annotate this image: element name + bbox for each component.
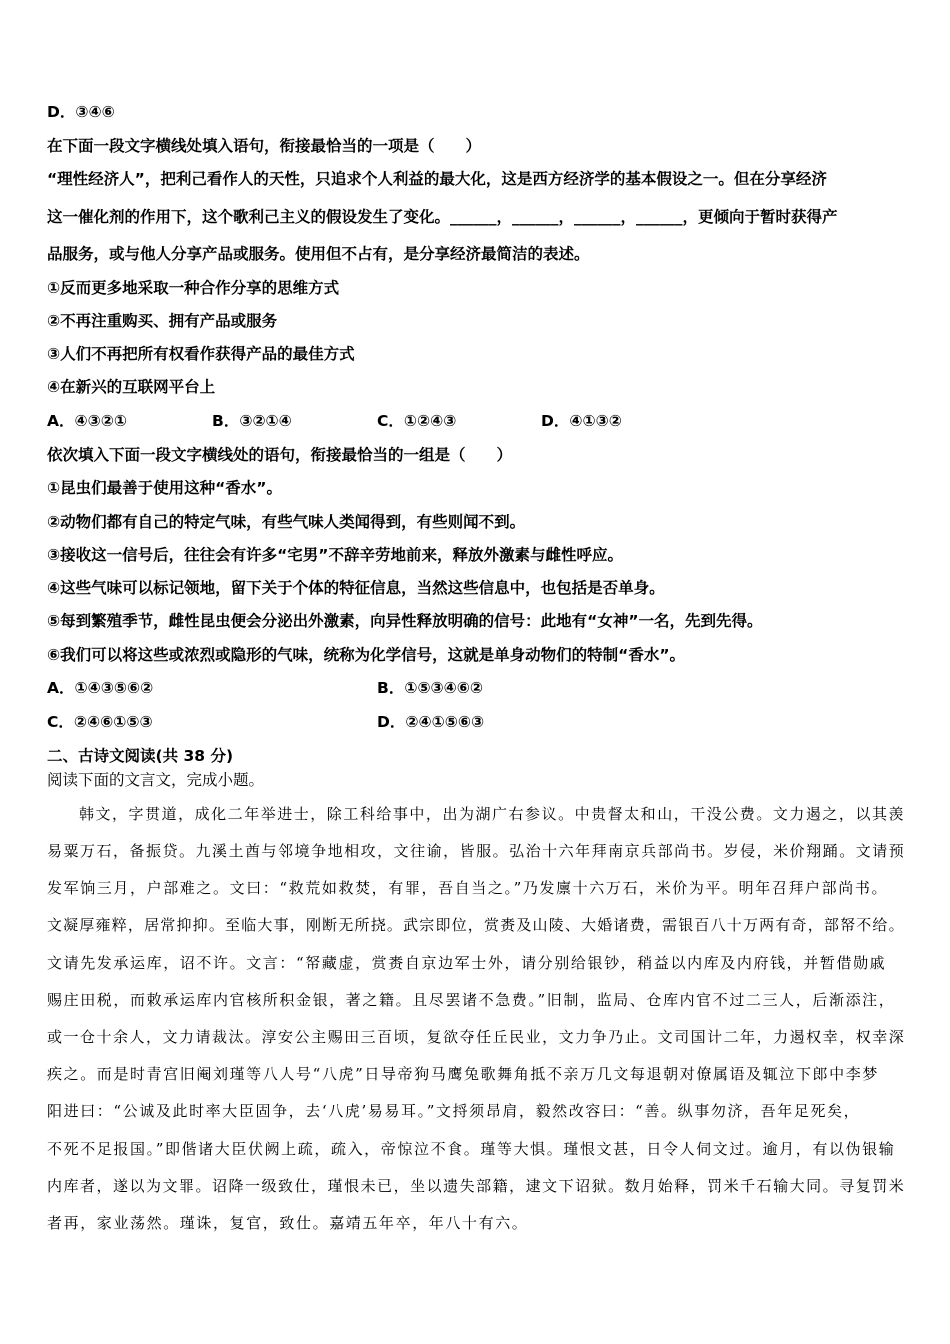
question-1-option-b: B．③②①④ xyxy=(212,412,292,430)
question-1-item: ③人们不再把所有权看作获得产品的最佳方式 xyxy=(47,345,355,363)
classical-passage-line: 疾之。而是时青宫旧阉刘瑾等八人号“八虎”日导帝狗马鹰兔歌舞角抵不亲万几文每退朝对僚属语及辄泣下郎中李梦 xyxy=(47,1065,879,1083)
question-1-passage-line: “理性经济人”，把利己看作人的天性，只追求个人利益的最大化，这是西方经济学的基本假设之一。但在分享经济 xyxy=(47,170,827,188)
question-2-item: ②动物们都有自己的特定气味，有些气味人类闻得到，有些则闻不到。 xyxy=(47,513,526,531)
question-2-item: ⑥我们可以将这些或浓烈或隐形的气味，统称为化学信号，这就是单身动物们的特制“香水”。 xyxy=(47,646,686,664)
classical-passage-line: 赐庄田税，而敕承运库内官核所积金银，著之籍。且尽罢诸不急费。”旧制，监局、仓库内官不过二三人，后渐添注， xyxy=(47,991,896,1009)
classical-passage-line: 不死不足报国。”即偕诸大臣伏阙上疏，疏入，帝惊泣不食。瑾等大惧。瑾恨文甚，日令人伺文过。逾月，有以伪银输 xyxy=(47,1140,896,1158)
question-1-item: ④在新兴的互联网平台上 xyxy=(47,378,216,396)
question-2-item: ③接收这一信号后，往往会有许多“宅男”不辞辛劳地前来，释放外激素与雌性呼应。 xyxy=(47,546,624,564)
question-1-item: ②不再注重购买、拥有产品或服务 xyxy=(47,312,278,330)
question-1-passage-line: 品服务，或与他人分享产品或服务。使用但不占有，是分享经济最简洁的表述。 xyxy=(47,245,590,263)
question-2-option-d: D．②④①⑤⑥③ xyxy=(377,713,485,731)
classical-passage-line: 内库者，遂以为文罪。诏降一级致仕，瑾恨未已，坐以遗失部籍，逮文下诏狱。数月始释，罚米千石输大同。寻复罚米 xyxy=(47,1177,906,1195)
classical-passage-line: 发军饷三月，户部难之。文曰：“救荒如救焚，有罪，吾自当之。”乃发廪十六万石，米价为平。明年召拜户部尚书。 xyxy=(47,879,889,897)
classical-passage-line: 文凝厚雍粹，居常抑抑。至临大事，刚断无所挠。武宗即位，赏赉及山陵、大婚诸费，需银百八十万两有奇，部帑不给。 xyxy=(47,916,905,934)
question-1-passage-line: 这一催化剂的作用下，这个歌利己主义的假设发生了变化。______，______，______，______，更倾向于暂时获得产 xyxy=(47,208,838,226)
question-2-option-c: C．②④⑥①⑤③ xyxy=(47,713,153,731)
question-2-item: ①昆虫们最善于使用这种“香水”。 xyxy=(47,479,282,497)
question-2-option-a: A．①④③⑤⑥② xyxy=(47,679,154,697)
classical-passage-line: 韩文，字贯道，成化二年举进士，除工科给事中，出为湖广右参议。中贵督太和山，干没公费。文力遏之，以其羡 xyxy=(79,805,906,823)
section-2-instruction: 阅读下面的文言文，完成小题。 xyxy=(47,771,265,789)
classical-passage-line: 文请先发承运库，诏不许。文言：“帑藏虚，赏赉自京边军士外，请分别给银钞，稍益以内库及内府钱，并暂借勋戚 xyxy=(47,954,887,972)
prev-question-option-d: D．③④⑥ xyxy=(47,103,115,121)
question-1-option-d: D．④①③② xyxy=(541,412,622,430)
question-1-stem: 在下面一段文字横线处填入语句，衔接最恰当的一项是（ ） xyxy=(47,137,482,155)
question-2-option-b: B．①⑤③④⑥② xyxy=(377,679,484,697)
question-2-stem: 依次填入下面一段文字横线处的语句，衔接最恰当的一组是（ ） xyxy=(47,446,513,464)
classical-passage-line: 或一仓十余人，文力请裁汰。淳安公主赐田三百顷，复欲夺任丘民业，文力争乃止。文司国计二年，力遏权幸，权幸深 xyxy=(47,1028,906,1046)
section-2-heading: 二、古诗文阅读(共 38 分) xyxy=(47,747,234,765)
question-2-item: ④这些气味可以标记领地，留下关于个体的特征信息，当然这些信息中，也包括是否单身。 xyxy=(47,579,665,597)
question-1-option-c: C．①②④③ xyxy=(377,412,457,430)
question-1-option-a: A．④③②① xyxy=(47,412,127,430)
question-2-item: ⑤每到繁殖季节，雌性昆虫便会分泌出外激素，向异性释放明确的信号：此地有“女神”一名，先到先得。 xyxy=(47,612,763,630)
classical-passage-line: 阳进曰：“公诚及此时率大臣固争，去‘八虎’易易耳。”文捋须昂肩，毅然改容曰：“善。纵事勿济，吾年足死矣， xyxy=(47,1102,861,1120)
classical-passage-line: 易粟万石，备振贷。九溪土酋与邻境争地相攻，文往谕，皆服。弘治十六年拜南京兵部尚书。岁侵，米价翔踊。文请预 xyxy=(47,842,906,860)
classical-passage-line: 者再，家业荡然。瑾诛，复官，致仕。嘉靖五年卒，年八十有六。 xyxy=(47,1214,529,1232)
question-1-item: ①反而更多地采取一种合作分享的思维方式 xyxy=(47,279,340,297)
